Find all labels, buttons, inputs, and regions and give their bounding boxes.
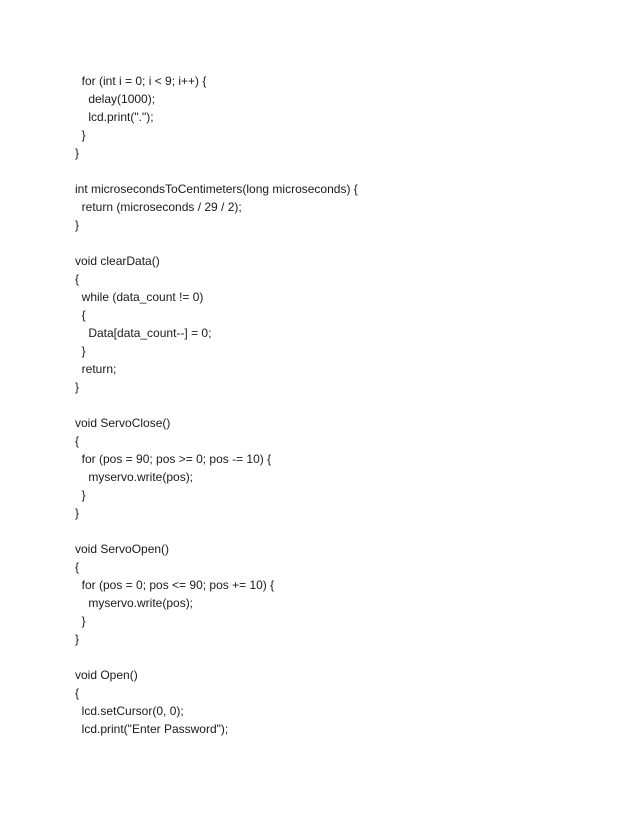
- code-listing: [75, 72, 358, 738]
- code-line: }: [75, 488, 86, 502]
- code-line: myservo.write(pos);: [75, 596, 194, 610]
- code-line: int microsecondsToCentimeters(long microseconds) {: [75, 182, 358, 196]
- code-line: [75, 522, 358, 540]
- code-line: void clearData(): [75, 254, 160, 268]
- code-line: {: [75, 434, 80, 448]
- code-line: void ServoOpen(): [75, 542, 170, 556]
- code-line: delay(1000);: [75, 92, 156, 106]
- code-line: for (pos = 0; pos <= 90; pos += 10) {: [75, 578, 275, 592]
- code-line: return;: [75, 362, 117, 376]
- code-line: Data[data_count--] = 0;: [75, 326, 212, 340]
- code-line: return (microseconds / 29 / 2);: [75, 200, 242, 214]
- code-line: myservo.write(pos);: [75, 470, 194, 484]
- code-line: }: [75, 218, 80, 232]
- code-line: {: [75, 272, 80, 286]
- code-line: for (pos = 90; pos >= 0; pos -= 10) {: [75, 452, 272, 466]
- code-line: lcd.setCursor(0, 0);: [75, 704, 184, 718]
- code-line: }: [75, 380, 80, 394]
- code-line: [75, 648, 358, 666]
- code-line: for (int i = 0; i < 9; i++) {: [75, 74, 207, 88]
- code-line: }: [75, 632, 80, 646]
- code-line: }: [75, 146, 80, 160]
- code-line: while (data_count != 0): [75, 290, 204, 304]
- code-line: [75, 234, 358, 252]
- code-line: lcd.print(".");: [75, 110, 154, 124]
- code-line: }: [75, 344, 86, 358]
- code-line: {: [75, 686, 80, 700]
- code-line: }: [75, 614, 86, 628]
- code-line: void Open(): [75, 668, 138, 682]
- code-line: }: [75, 506, 80, 520]
- code-line: [75, 396, 358, 414]
- code-line: lcd.print("Enter Password");: [75, 722, 229, 736]
- code-line: }: [75, 128, 86, 142]
- code-line: [75, 162, 358, 180]
- code-line: void ServoClose(): [75, 416, 171, 430]
- code-line: {: [75, 308, 86, 322]
- code-line: {: [75, 560, 80, 574]
